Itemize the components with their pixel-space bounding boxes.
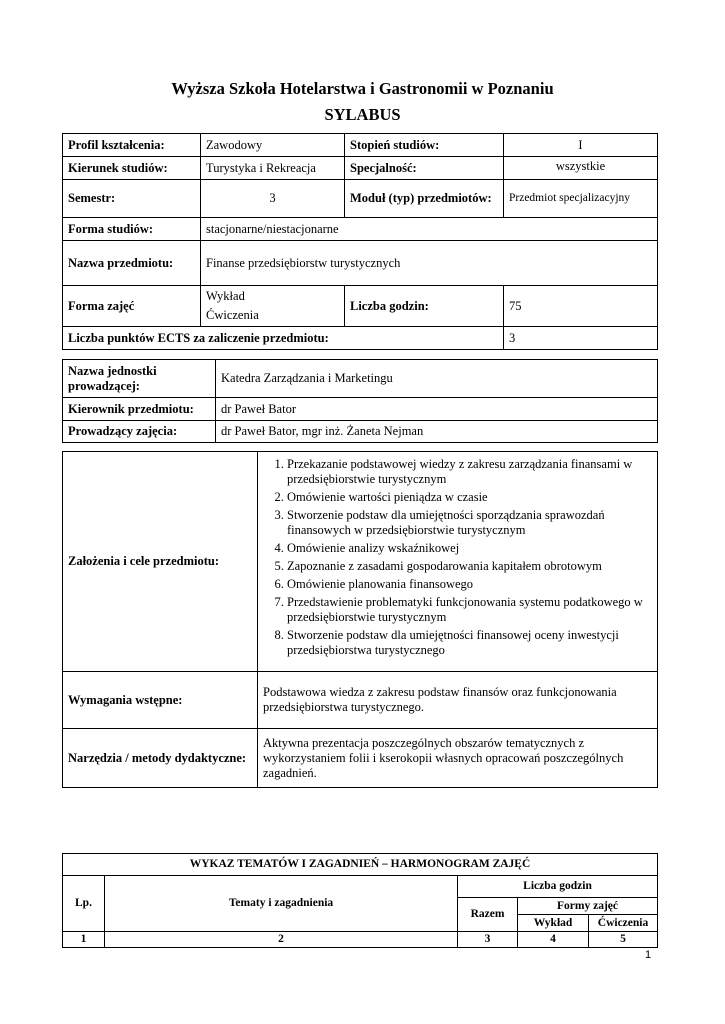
head-label: Kierownik przedmiotu: xyxy=(63,398,216,421)
col-lp: Lp. xyxy=(63,876,105,932)
profile-value: Zawodowy xyxy=(201,134,345,157)
num-2: 2 xyxy=(105,932,458,948)
semester-label: Semestr: xyxy=(63,180,201,218)
teachers-value: dr Paweł Bator, mgr inż. Żaneta Nejman xyxy=(216,421,658,443)
goal-item: 4. Omówienie analizy wskaźnikowej xyxy=(287,541,649,556)
goals-list xyxy=(263,457,649,658)
requirements-value: Podstawowa wiedza z zakresu podstaw finansów oraz funkcjonowania przedsiębiorstwa turystycznego. xyxy=(258,672,658,729)
unit-label: Nazwa jednostki prowadzącej: xyxy=(63,360,216,398)
goal-item: 8. Stworzenie podstaw dla umiejętności finansowej oceny inwestycji przedsiębiorstwa turystycznego xyxy=(287,628,649,658)
goals-table xyxy=(62,451,658,788)
hours-value: 75 xyxy=(504,286,658,327)
goal-item: 6. Omówienie planowania finansowego xyxy=(287,577,649,592)
num-5: 5 xyxy=(589,932,658,948)
study-form-label: Forma studiów: xyxy=(63,218,201,241)
semester-value: 3 xyxy=(201,180,345,218)
requirements-label: Wymagania wstępne: xyxy=(63,672,258,729)
document-title: SYLABUS xyxy=(324,105,401,124)
class-form-exercises: Ćwiczenia xyxy=(206,308,259,322)
degree-label: Stopień studiów: xyxy=(345,134,504,157)
page-number: 1 xyxy=(645,949,652,961)
num-1: 1 xyxy=(63,932,105,948)
subject-value: Finanse przedsiębiorstw turystycznych xyxy=(201,241,658,286)
col-total: Razem xyxy=(458,898,518,932)
class-form-value xyxy=(201,286,345,327)
module-label: Moduł (typ) przedmiotów: xyxy=(345,180,504,218)
num-4: 4 xyxy=(518,932,589,948)
head-value: dr Paweł Bator xyxy=(216,398,658,421)
schedule-title: WYKAZ TEMATÓW I ZAGADNIEŃ – HARMONOGRAM ZAJĘĆ xyxy=(63,854,658,876)
goal-item: 7. Przedstawienie problematyki funkcjonowania systemu podatkowego w przedsiębiorstwie turystycznym xyxy=(287,595,649,625)
num-3: 3 xyxy=(458,932,518,948)
goal-item: 2. Omówienie wartości pieniądza w czasie xyxy=(287,490,649,505)
course-info-table xyxy=(62,133,658,350)
ects-label: Liczba punktów ECTS za zaliczenie przedmiotu: xyxy=(63,327,504,350)
tools-label: Narzędzia / metody dydaktyczne: xyxy=(63,729,258,788)
goal-item: 1. Przekazanie podstawowej wiedzy z zakresu zarządzania finansami w przedsiębiorstwie turystycznym xyxy=(287,457,649,487)
goals-list-cell xyxy=(258,452,658,672)
goal-item: 3. Stworzenie podstaw dla umiejętności sporządzania sprawozdań finansowych w przedsiębiorstwie turystycznym xyxy=(287,508,649,538)
profile-label: Profil kształcenia: xyxy=(63,134,201,157)
specialty-label: Specjalność: xyxy=(345,157,504,180)
hours-label: Liczba godzin: xyxy=(345,286,504,327)
class-form-lecture: Wykład xyxy=(206,289,245,303)
col-topics: Tematy i zagadnienia xyxy=(105,876,458,932)
degree-value: I xyxy=(504,134,658,157)
field-label: Kierunek studiów: xyxy=(63,157,201,180)
ects-value: 3 xyxy=(504,327,658,350)
unit-table xyxy=(62,359,658,443)
col-exercises: Ćwiczenia xyxy=(589,915,658,932)
class-form-label: Forma zajęć xyxy=(63,286,201,327)
goal-item: 5. Zapoznanie z zasadami gospodarowania kapitałem obrotowym xyxy=(287,559,649,574)
specialty-value: wszystkie xyxy=(504,157,658,180)
schedule-table xyxy=(62,853,658,948)
field-value: Turystyka i Rekreacja xyxy=(201,157,345,180)
teachers-label: Prowadzący zajęcia: xyxy=(63,421,216,443)
col-hours: Liczba godzin xyxy=(458,876,658,898)
tools-value: Aktywna prezentacja poszczególnych obszarów tematycznych z wykorzystaniem folii i kserokopii własnych opracowań poszczególnych zagadnień. xyxy=(258,729,658,788)
col-forms: Formy zajęć xyxy=(518,898,658,915)
institution-name: Wyższa Szkoła Hotelarstwa i Gastronomii w Poznaniu xyxy=(171,79,554,98)
subject-label: Nazwa przedmiotu: xyxy=(63,241,201,286)
col-lecture: Wykład xyxy=(518,915,589,932)
unit-value: Katedra Zarządzania i Marketingu xyxy=(216,360,658,398)
module-value: Przedmiot specjalizacyjny xyxy=(504,180,658,218)
study-form-value: stacjonarne/niestacjonarne xyxy=(201,218,658,241)
goals-label: Założenia i cele przedmiotu: xyxy=(63,452,258,672)
